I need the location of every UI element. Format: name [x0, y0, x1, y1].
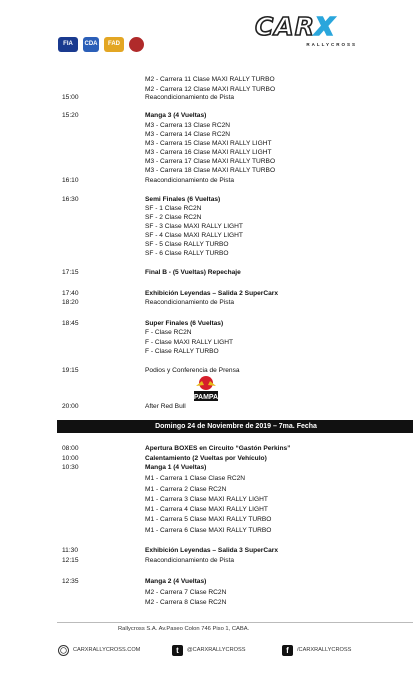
- federation-logos: [58, 34, 144, 54]
- schedule-event: M1 - Carrera 1 Clase Clase RC2N: [145, 475, 246, 482]
- schedule-event-heading: Final B - (5 Vueltas) Repechaje: [145, 269, 241, 276]
- schedule-time: 18:20: [62, 299, 79, 306]
- schedule-event: M1 - Carrera 6 Clase MAXI RALLY TURBO: [145, 527, 272, 534]
- schedule-event-heading: Manga 2 (4 Vueltas): [145, 578, 207, 585]
- schedule-event: Reacondicionamiento de Pista: [145, 177, 235, 184]
- schedule-event: SF - 3 Clase MAXI RALLY LIGHT: [145, 223, 243, 230]
- schedule-event: SF - 6 Clase RALLY TURBO: [145, 250, 229, 257]
- svg-text:PAMPA: PAMPA: [193, 394, 219, 401]
- schedule-time: 12:15: [62, 557, 79, 564]
- schedule-event: F - Clase MAXI RALLY LIGHT: [145, 339, 234, 346]
- fad-logo: FAD: [104, 37, 124, 52]
- schedule-time: 10:00: [62, 455, 79, 462]
- schedule-event: M1 - Carrera 2 Clase RC2N: [145, 486, 227, 493]
- schedule-event: M3 - Carrera 17 Clase MAXI RALLY TURBO: [145, 158, 276, 165]
- redbull-pampa-logo: [192, 374, 220, 404]
- fia-logo: FIA: [58, 37, 78, 52]
- schedule-event-heading: Semi Finales (6 Vueltas): [145, 196, 221, 203]
- schedule-event: M3 - Carrera 13 Clase RC2N: [145, 122, 231, 129]
- footer-divider: [57, 622, 413, 623]
- schedule-time: 17:15: [62, 269, 79, 276]
- schedule-event: F - Clase RC2N: [145, 329, 192, 336]
- schedule-event: M2 - Carrera 8 Clase RC2N: [145, 599, 227, 606]
- schedule-event: F - Clase RALLY TURBO: [145, 348, 219, 355]
- schedule-event: SF - 1 Clase RC2N: [145, 205, 202, 212]
- schedule-event-heading: Super Finales (6 Vueltas): [145, 320, 224, 327]
- schedule-event: M3 - Carrera 16 Clase MAXI RALLY LIGHT: [145, 149, 272, 156]
- schedule-time: 17:40: [62, 290, 79, 297]
- schedule-event: M3 - Carrera 18 Clase MAXI RALLY TURBO: [145, 167, 276, 174]
- schedule-event-heading: Exhibición Leyendas – Salida 2 SuperCarx: [145, 290, 279, 297]
- club-seal-logo: [129, 37, 144, 52]
- schedule-time: 15:20: [62, 112, 79, 119]
- schedule-time: 18:45: [62, 320, 79, 327]
- schedule-event: After Red Bull: [145, 403, 186, 410]
- schedule-time: 10:30: [62, 464, 79, 471]
- footer-twitter-link[interactable]: t @CARXRALLYCROSS: [172, 643, 245, 657]
- schedule-event: Podios y Conferencia de Prensa: [145, 367, 240, 374]
- schedule-event: M2 - Carrera 11 Clase MAXI RALLY TURBO: [145, 76, 275, 83]
- schedule-event-heading: Apertura BOXES en Circuito “Gastón Perkins”: [145, 445, 291, 452]
- schedule-event: M3 - Carrera 14 Clase RC2N: [145, 131, 231, 138]
- day2-header-bar: Domingo 24 de Noviembre de 2019 – 7ma. Fecha: [57, 420, 413, 433]
- carx-rallycross-logo: CARX RALLYCROSS: [255, 12, 357, 47]
- schedule-event: Reacondicionamiento de Pista: [145, 299, 235, 306]
- schedule-time: 08:00: [62, 445, 79, 452]
- schedule-event-heading: Exhibición Leyendas – Salida 3 SuperCarx: [145, 547, 279, 554]
- schedule-time: 19:15: [62, 367, 79, 374]
- schedule-event: M1 - Carrera 5 Clase MAXI RALLY TURBO: [145, 516, 272, 523]
- schedule-event: SF - 4 Clase MAXI RALLY LIGHT: [145, 232, 243, 239]
- schedule-event: M2 - Carrera 7 Clase RC2N: [145, 589, 227, 596]
- schedule-event: Reacondicionamiento de Pista: [145, 557, 235, 564]
- twitter-icon: t: [172, 645, 183, 656]
- schedule-event-heading: Calentamiento (2 Vueltas por Vehículo): [145, 455, 267, 462]
- schedule-time: 11:30: [62, 547, 79, 554]
- globe-icon: ◯: [58, 645, 69, 656]
- schedule-event: M3 - Carrera 15 Clase MAXI RALLY LIGHT: [145, 140, 272, 147]
- schedule-event: M1 - Carrera 4 Clase MAXI RALLY LIGHT: [145, 506, 268, 513]
- schedule-time: 15:00: [62, 94, 79, 101]
- schedule-time: 16:10: [62, 177, 79, 184]
- schedule-event: M1 - Carrera 3 Clase MAXI RALLY LIGHT: [145, 496, 268, 503]
- footer-website-link[interactable]: ◯ CARXRALLYCROSS.COM: [58, 643, 140, 657]
- schedule-event: SF - 2 Clase RC2N: [145, 214, 202, 221]
- schedule-event: M2 - Carrera 12 Clase MAXI RALLY TURBO: [145, 86, 276, 93]
- schedule-event: SF - 5 Clase RALLY TURBO: [145, 241, 229, 248]
- cda-logo: CDA: [83, 37, 99, 52]
- schedule-event-heading: Manga 3 (4 Vueltas): [145, 112, 207, 119]
- footer-address: Rallycross S.A. Av.Paseo Colon 746 Piso 1, CABA.: [118, 626, 250, 632]
- schedule-time: 20:00: [62, 403, 79, 410]
- schedule-time: 12:35: [62, 578, 79, 585]
- schedule-event: Reacondicionamiento de Pista: [145, 94, 235, 101]
- schedule-time: 16:30: [62, 196, 79, 203]
- facebook-icon: f: [282, 645, 293, 656]
- schedule-event-heading: Manga 1 (4 Vueltas): [145, 464, 207, 471]
- footer-facebook-link[interactable]: f /CARXRALLYCROSS: [282, 643, 351, 657]
